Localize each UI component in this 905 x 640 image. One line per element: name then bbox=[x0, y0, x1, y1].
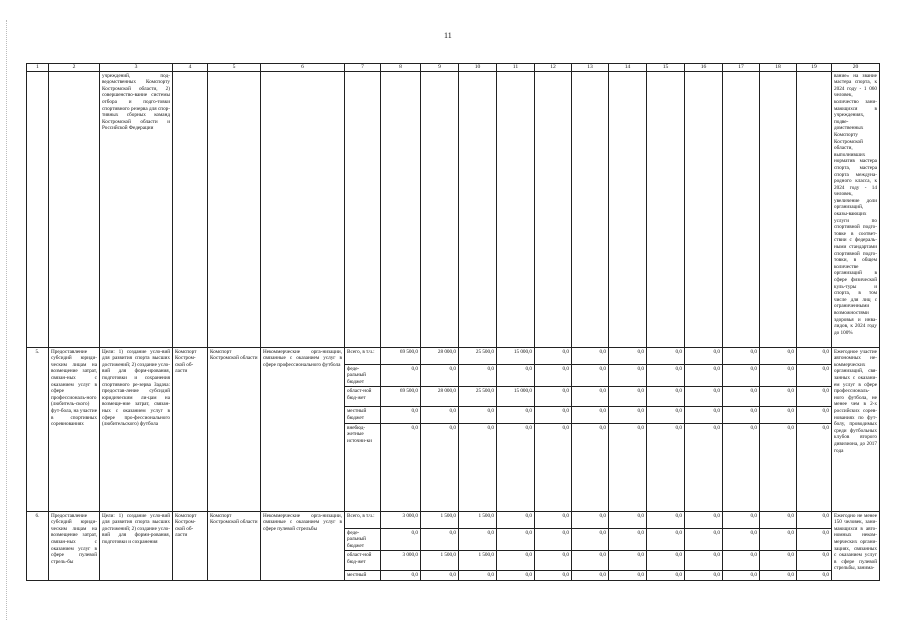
empty-cell bbox=[685, 71, 723, 347]
result-cell: Ежегодно не менее 150 человек, зани-мающихся в авто-номных неком-мерческих органи-зациях, связанных с оказанием услуг в сфере пулевой стрельбы, занима- bbox=[832, 511, 880, 580]
amount-cell: 0,0 bbox=[381, 364, 421, 387]
amount-cell: 0,0 bbox=[797, 528, 832, 551]
amount-cell: 28 000,0 bbox=[421, 387, 459, 407]
funding-source: феде-ральный бюджет bbox=[345, 364, 381, 387]
column-number: 7 bbox=[345, 64, 381, 72]
empty-cell bbox=[535, 71, 572, 347]
amount-cell: 0,0 bbox=[797, 511, 832, 528]
amount-cell: 0,0 bbox=[647, 364, 685, 387]
amount-cell: 0,0 bbox=[459, 423, 497, 511]
amount-cell: 1 500,0 bbox=[459, 551, 497, 571]
empty-cell bbox=[261, 71, 345, 347]
amount-cell: 0,0 bbox=[685, 364, 723, 387]
row-number: 6. bbox=[27, 511, 49, 580]
amount-cell: 0,0 bbox=[797, 571, 832, 581]
amount-cell: 0,0 bbox=[459, 571, 497, 581]
amount-cell: 0,0 bbox=[421, 423, 459, 511]
amount-cell: 0,0 bbox=[797, 423, 832, 511]
column-number: 17 bbox=[723, 64, 760, 72]
amount-cell: 0,0 bbox=[572, 387, 609, 407]
empty-cell bbox=[421, 71, 459, 347]
funding-source: област-ной бюд-жет bbox=[345, 551, 381, 571]
amount-cell: 0,0 bbox=[760, 423, 797, 511]
funding-source: феде-ральный бюджет bbox=[345, 528, 381, 551]
amount-cell: 0,0 bbox=[535, 364, 572, 387]
amount-cell: 0,0 bbox=[421, 528, 459, 551]
goal-cell: Цели: 1) создание усло-вий для развития спорта высших достижений; 2) создание усло-вий для форм-ирования, подготовки и сохранения спортивного ре-зерва Задача: предостав-ление субсидий юридическим ли-цам на возмеще-ние затрат, связан-ных с оказанием услуг в сфере про-фессионального (любительского) футбола bbox=[100, 347, 173, 511]
amount-cell: 28 000,0 bbox=[421, 347, 459, 364]
empty-cell bbox=[208, 71, 261, 347]
amount-cell: 0,0 bbox=[760, 571, 797, 581]
column-number: 18 bbox=[760, 64, 797, 72]
amount-cell: 0,0 bbox=[381, 571, 421, 581]
amount-cell: 0,0 bbox=[497, 423, 535, 511]
amount-cell: 0,0 bbox=[723, 423, 760, 511]
amount-cell: 0,0 bbox=[609, 571, 647, 581]
amount-cell: 1 500,0 bbox=[421, 551, 459, 571]
goal-cell: учреждений, под-ведомственных Комспорту Костромской области, 2) совершенство-вание системы отбора и подго-товки спортивного резерва для спор-тивных сборных команд Костромской области и Российской Федерации bbox=[100, 71, 173, 347]
column-number: 3 bbox=[100, 64, 173, 72]
amount-cell: 0,0 bbox=[647, 387, 685, 407]
amount-cell: 0,0 bbox=[685, 551, 723, 571]
amount-cell: 0,0 bbox=[760, 387, 797, 407]
amount-cell: 0,0 bbox=[535, 423, 572, 511]
amount-cell: 0,0 bbox=[535, 511, 572, 528]
amount-cell: 0,0 bbox=[572, 551, 609, 571]
funding-source: област-ной бюд-жет bbox=[345, 387, 381, 407]
amount-cell: 0,0 bbox=[609, 387, 647, 407]
amount-cell: 0,0 bbox=[647, 511, 685, 528]
amount-cell: 0,0 bbox=[760, 528, 797, 551]
amount-cell: 0,0 bbox=[421, 364, 459, 387]
amount-cell: 0,0 bbox=[572, 528, 609, 551]
amount-cell: 0,0 bbox=[497, 551, 535, 571]
amount-cell: 25 500,0 bbox=[459, 347, 497, 364]
measure-name: Предоставление субсидий юриди-ческим лицам на возмещение затрат, связан-ных с оказанием услуг в сфере пулевой стрель-бы bbox=[49, 511, 100, 580]
column-number: 15 bbox=[647, 64, 685, 72]
column-number: 9 bbox=[421, 64, 459, 72]
column-number: 19 bbox=[797, 64, 832, 72]
amount-cell: 0,0 bbox=[535, 528, 572, 551]
amount-cell: 0,0 bbox=[609, 511, 647, 528]
executor-cell: Комспорт Костром-ской об-ласти bbox=[173, 347, 208, 511]
column-number: 20 bbox=[832, 64, 880, 72]
amount-cell: 0,0 bbox=[535, 347, 572, 364]
measure-name: Предоставление субсидий юриди-ческим лицам на возмещение затрат, связан-ных с оказанием услуг в сфере профессиональ-ного (любитель-ского) фут-бола, на участие в спортивных соревнованиях bbox=[49, 347, 100, 511]
amount-cell: 0,0 bbox=[685, 407, 723, 423]
amount-cell: 0,0 bbox=[647, 528, 685, 551]
empty-cell bbox=[345, 71, 381, 347]
amount-cell: 0,0 bbox=[760, 511, 797, 528]
empty-cell bbox=[572, 71, 609, 347]
amount-cell: 0,0 bbox=[381, 528, 421, 551]
amount-cell: 25 500,0 bbox=[459, 387, 497, 407]
amount-cell: 0,0 bbox=[609, 551, 647, 571]
amount-cell: 0,0 bbox=[797, 551, 832, 571]
table-row bbox=[27, 511, 880, 528]
funding-source: местный бюджет bbox=[345, 407, 381, 423]
page-number: 11 bbox=[444, 31, 452, 40]
amount-cell: 0,0 bbox=[381, 407, 421, 423]
empty-cell bbox=[647, 71, 685, 347]
amount-cell: 0,0 bbox=[723, 407, 760, 423]
funding-source: Всего, в т.ч.: bbox=[345, 511, 381, 528]
amount-cell: 0,0 bbox=[647, 571, 685, 581]
amount-cell: 0,0 bbox=[572, 511, 609, 528]
amount-cell: 0,0 bbox=[609, 407, 647, 423]
amount-cell: 0,0 bbox=[723, 551, 760, 571]
column-number: 14 bbox=[609, 64, 647, 72]
amount-cell: 0,0 bbox=[497, 364, 535, 387]
amount-cell: 0,0 bbox=[797, 347, 832, 364]
table-row bbox=[27, 71, 880, 347]
amount-cell: 0,0 bbox=[760, 364, 797, 387]
column-number: 5 bbox=[208, 64, 261, 72]
amount-cell: 0,0 bbox=[535, 387, 572, 407]
amount-cell: 0,0 bbox=[459, 528, 497, 551]
amount-cell: 1 500,0 bbox=[421, 511, 459, 528]
amount-cell: 0,0 bbox=[797, 407, 832, 423]
result-cell: Ежегодное участие автономных не-коммерческих организаций, свя-занных с оказани-ем услуг в сфере профессиональ-ного футбола, не менее чем в 2-х российских сорев-нованиях по фут-болу, проводимых среди футбольных клубов второго дивизиона, до 2017 года bbox=[832, 347, 880, 511]
header-row bbox=[27, 64, 880, 72]
amount-cell: 0,0 bbox=[535, 571, 572, 581]
empty-cell bbox=[459, 71, 497, 347]
amount-cell: 69 500,0 bbox=[381, 347, 421, 364]
amount-cell: 0,0 bbox=[647, 347, 685, 364]
amount-cell: 0,0 bbox=[497, 407, 535, 423]
empty-cell bbox=[797, 71, 832, 347]
amount-cell: 0,0 bbox=[685, 511, 723, 528]
amount-cell: 0,0 bbox=[760, 347, 797, 364]
amount-cell: 0,0 bbox=[797, 364, 832, 387]
funding-source: Всего, в т.ч.: bbox=[345, 347, 381, 364]
amount-cell: 0,0 bbox=[723, 364, 760, 387]
empty-cell bbox=[723, 71, 760, 347]
amount-cell: 0,0 bbox=[685, 571, 723, 581]
empty-cell bbox=[381, 71, 421, 347]
column-number: 4 bbox=[173, 64, 208, 72]
amount-cell: 0,0 bbox=[723, 387, 760, 407]
binding-margin-line bbox=[6, 20, 7, 620]
amount-cell: 0,0 bbox=[685, 347, 723, 364]
amount-cell: 0,0 bbox=[609, 347, 647, 364]
amount-cell: 0,0 bbox=[723, 511, 760, 528]
amount-cell: 0,0 bbox=[723, 571, 760, 581]
goal-cell: Цели: 1) создание усло-вий для развития спорта высших достижений; 2) создание усло-вий для форми-рования, подготовки и сохранения bbox=[100, 511, 173, 580]
funding-source: местный bbox=[345, 571, 381, 581]
amount-cell: 0,0 bbox=[572, 423, 609, 511]
column-number: 16 bbox=[685, 64, 723, 72]
recipient-cell: Комспорт Костромской области bbox=[208, 347, 261, 511]
empty-cell bbox=[609, 71, 647, 347]
executor-cell: Комспорт Костром-ской об-ласти bbox=[173, 511, 208, 580]
amount-cell: 0,0 bbox=[497, 528, 535, 551]
empty-cell bbox=[49, 71, 100, 347]
amount-cell: 0,0 bbox=[535, 551, 572, 571]
amount-cell: 0,0 bbox=[685, 423, 723, 511]
column-number: 6 bbox=[261, 64, 345, 72]
amount-cell: 0,0 bbox=[647, 407, 685, 423]
organization-cell: Некоммерческие орга-низации, связанные с оказанием услуг в сфере пулевой стрельбы bbox=[261, 511, 345, 580]
amount-cell: 0,0 bbox=[572, 347, 609, 364]
column-number: 11 bbox=[497, 64, 535, 72]
amount-cell: 3 000,0 bbox=[381, 511, 421, 528]
amount-cell: 0,0 bbox=[497, 511, 535, 528]
amount-cell: 0,0 bbox=[685, 387, 723, 407]
amount-cell: 15 000,0 bbox=[497, 347, 535, 364]
recipient-cell: Комспорт Костромской области bbox=[208, 511, 261, 580]
amount-cell: 0,0 bbox=[723, 528, 760, 551]
amount-cell: 15 000,0 bbox=[497, 387, 535, 407]
empty-cell bbox=[173, 71, 208, 347]
empty-cell bbox=[497, 71, 535, 347]
table-row bbox=[27, 347, 880, 364]
organization-cell: Некоммерческие орга-низации, связанные с оказанием услуг в сфере профессионального футбола bbox=[261, 347, 345, 511]
amount-cell: 0,0 bbox=[381, 423, 421, 511]
amount-cell: 0,0 bbox=[609, 364, 647, 387]
amount-cell: 0,0 bbox=[609, 528, 647, 551]
amount-cell: 0,0 bbox=[459, 407, 497, 423]
amount-cell: 0,0 bbox=[421, 407, 459, 423]
result-cell: вание» на звание мастера спорта, к 2024 году - 1 060 человек, количество зани-мающихся в учреждениях, подве-домственных Комспорту Костромской области, выполнивших норматив мастера спорта, мастера спорта междуна-родного класса, к 2024 году - 14 человек, увеличение доли организаций, оказы-вающих услуги по спортивной подго-товке в соответ-ствии с федераль-ными стандартами спортивной подго-товки, в общем количестве организаций в сфере физической куль-туры и спорта, в том числе для лиц с ограниченными возможностями здоровья и инва-лидов, к 2024 году до 100% bbox=[832, 71, 880, 347]
amount-cell: 0,0 bbox=[421, 571, 459, 581]
amount-cell: 0,0 bbox=[459, 364, 497, 387]
amount-cell: 0,0 bbox=[760, 407, 797, 423]
amount-cell: 0,0 bbox=[535, 407, 572, 423]
amount-cell: 0,0 bbox=[647, 551, 685, 571]
amount-cell: 0,0 bbox=[647, 423, 685, 511]
empty-cell bbox=[760, 71, 797, 347]
row-number: 5. bbox=[27, 347, 49, 511]
amount-cell: 0,0 bbox=[572, 364, 609, 387]
amount-cell: 0,0 bbox=[797, 387, 832, 407]
amount-cell: 69 500,0 bbox=[381, 387, 421, 407]
amount-cell: 0,0 bbox=[572, 407, 609, 423]
amount-cell: 1 500,0 bbox=[459, 511, 497, 528]
column-number: 8 bbox=[381, 64, 421, 72]
budget-table bbox=[26, 63, 880, 581]
amount-cell: 0,0 bbox=[685, 528, 723, 551]
amount-cell: 0,0 bbox=[723, 347, 760, 364]
amount-cell: 0,0 bbox=[572, 571, 609, 581]
amount-cell: 0,0 bbox=[609, 423, 647, 511]
amount-cell: 0,0 bbox=[497, 571, 535, 581]
column-number: 13 bbox=[572, 64, 609, 72]
amount-cell: 3 000,0 bbox=[381, 551, 421, 571]
funding-source: внебюд-жетные источни-ки bbox=[345, 423, 381, 511]
amount-cell: 0,0 bbox=[760, 551, 797, 571]
column-number: 2 bbox=[49, 64, 100, 72]
column-number: 12 bbox=[535, 64, 572, 72]
column-number: 10 bbox=[459, 64, 497, 72]
empty-cell bbox=[27, 71, 49, 347]
column-number: 1 bbox=[27, 64, 49, 72]
